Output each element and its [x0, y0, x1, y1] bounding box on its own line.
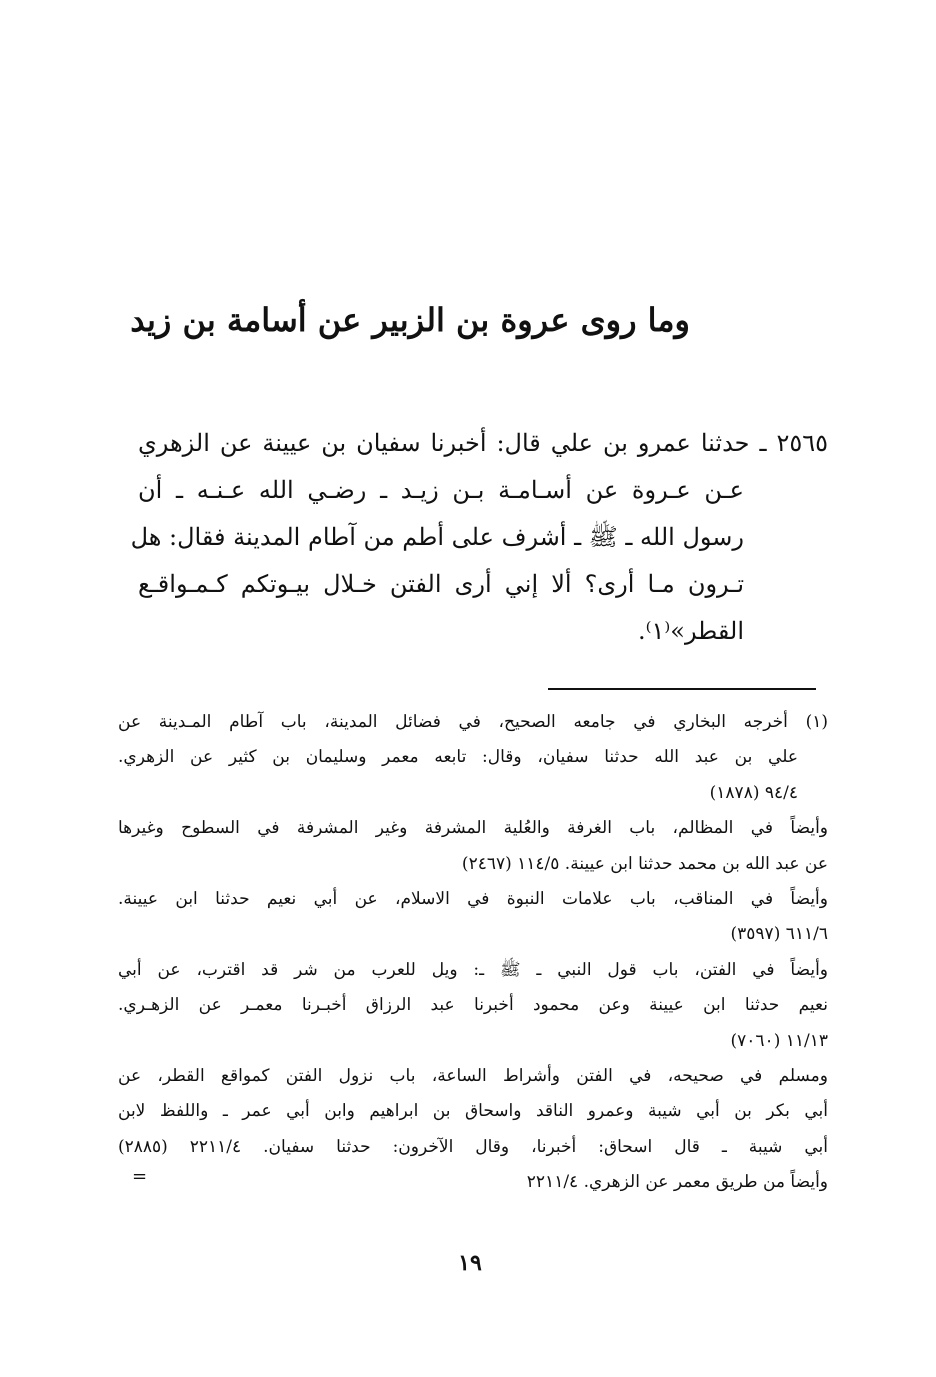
- section-title: وما روى عروة بن الزبير عن أسامة بن زيد: [130, 301, 690, 339]
- footnote-line: أبي بكر بن أبي شيبة وعمرو الناقد واسحاق بن ابراهيم وابن أبي عمر ـ واللفظ لابن: [118, 1101, 828, 1122]
- footnote-separator: [548, 688, 816, 690]
- footnote-line: وأيضاً من طريق معمر عن الزهري. ٢٢١١/٤: [526, 1172, 828, 1193]
- hadith-text: [130, 420, 828, 655]
- footnote-line: ومسلم في صحيحه، في الفتن وأشراط الساعة، باب نزول الفتن كمواقع القطر، عن: [118, 1066, 828, 1087]
- footnote-line: عن عبد الله بن محمد حدثنا ابن عيينة. ١١٤/٥ (٢٤٦٧): [461, 853, 828, 874]
- footnote-line: ٩٤/٤ (١٨٧٨): [709, 782, 798, 803]
- footnote-line: وأيضاً في المظالم، باب الغرفة والعُلية المشرفة وغير المشرفة في السطوح وغيرها: [118, 818, 828, 839]
- hadith-line: رسول الله ـ ﷺ ـ أشرف على أطم من آطام المدينة فقال: هل: [130, 523, 744, 551]
- footnote-line: أبي شيبة ـ قال اسحاق: أخبرنا، وقال الآخرون: حدثنا سفيان. ٢٢١١/٤ (٢٨٨٥): [118, 1136, 828, 1157]
- footnotes: [118, 705, 828, 1201]
- footnote-line: وأيضاً في الفتن، باب قول النبي ـ ﷺ ـ: ويل للعرب من شر قد اقترب، عن أبي: [118, 959, 828, 980]
- footnote-line: (١) أخرجه البخاري في جامعه الصحيح، في فضائل المدينة، باب آطام المـدينة عن: [118, 712, 828, 732]
- footnote-line: نعيم حدثنا ابن عيينة وعن محمود أخبرنا عبد الرزاق أخبـرنا معمـر عن الزهـري.: [118, 995, 828, 1016]
- footnote-line: علي بن عبد الله حدثنا سفيان، وقال: تابعه معمر وسليمان بن كثير عن الزهري.: [118, 747, 798, 768]
- footnote-line: ٦١١/٦ (٣٥٩٧): [730, 924, 828, 945]
- footnote-line: ١١/١٣ (٧٠٦٠): [730, 1030, 828, 1051]
- hadith-line: تـرون مـا أرى؟ ألا إني أرى الفتن خـلال بيـوتكم كـمـواقـع: [138, 570, 744, 598]
- footnote-line: وأيضاً في المناقب، باب علامات النبوة في الاسلام، عن أبي نعيم حدثنا ابن عيينة.: [118, 889, 828, 910]
- hadith-line: القطر»⁽١⁾.: [637, 617, 744, 645]
- continuation-mark: =: [132, 1166, 148, 1188]
- page-number: ١٩: [458, 1250, 482, 1276]
- hadith-line: ٢٥٦٥ ـ حدثنا عمرو بن علي قال: أخبرنا سفيان بن عيينة عن الزهري: [138, 429, 828, 457]
- hadith-line: عـن عـروة عن أسـامـة بـن زيـد ـ رضـي الله عـنـه ـ أن: [138, 476, 744, 504]
